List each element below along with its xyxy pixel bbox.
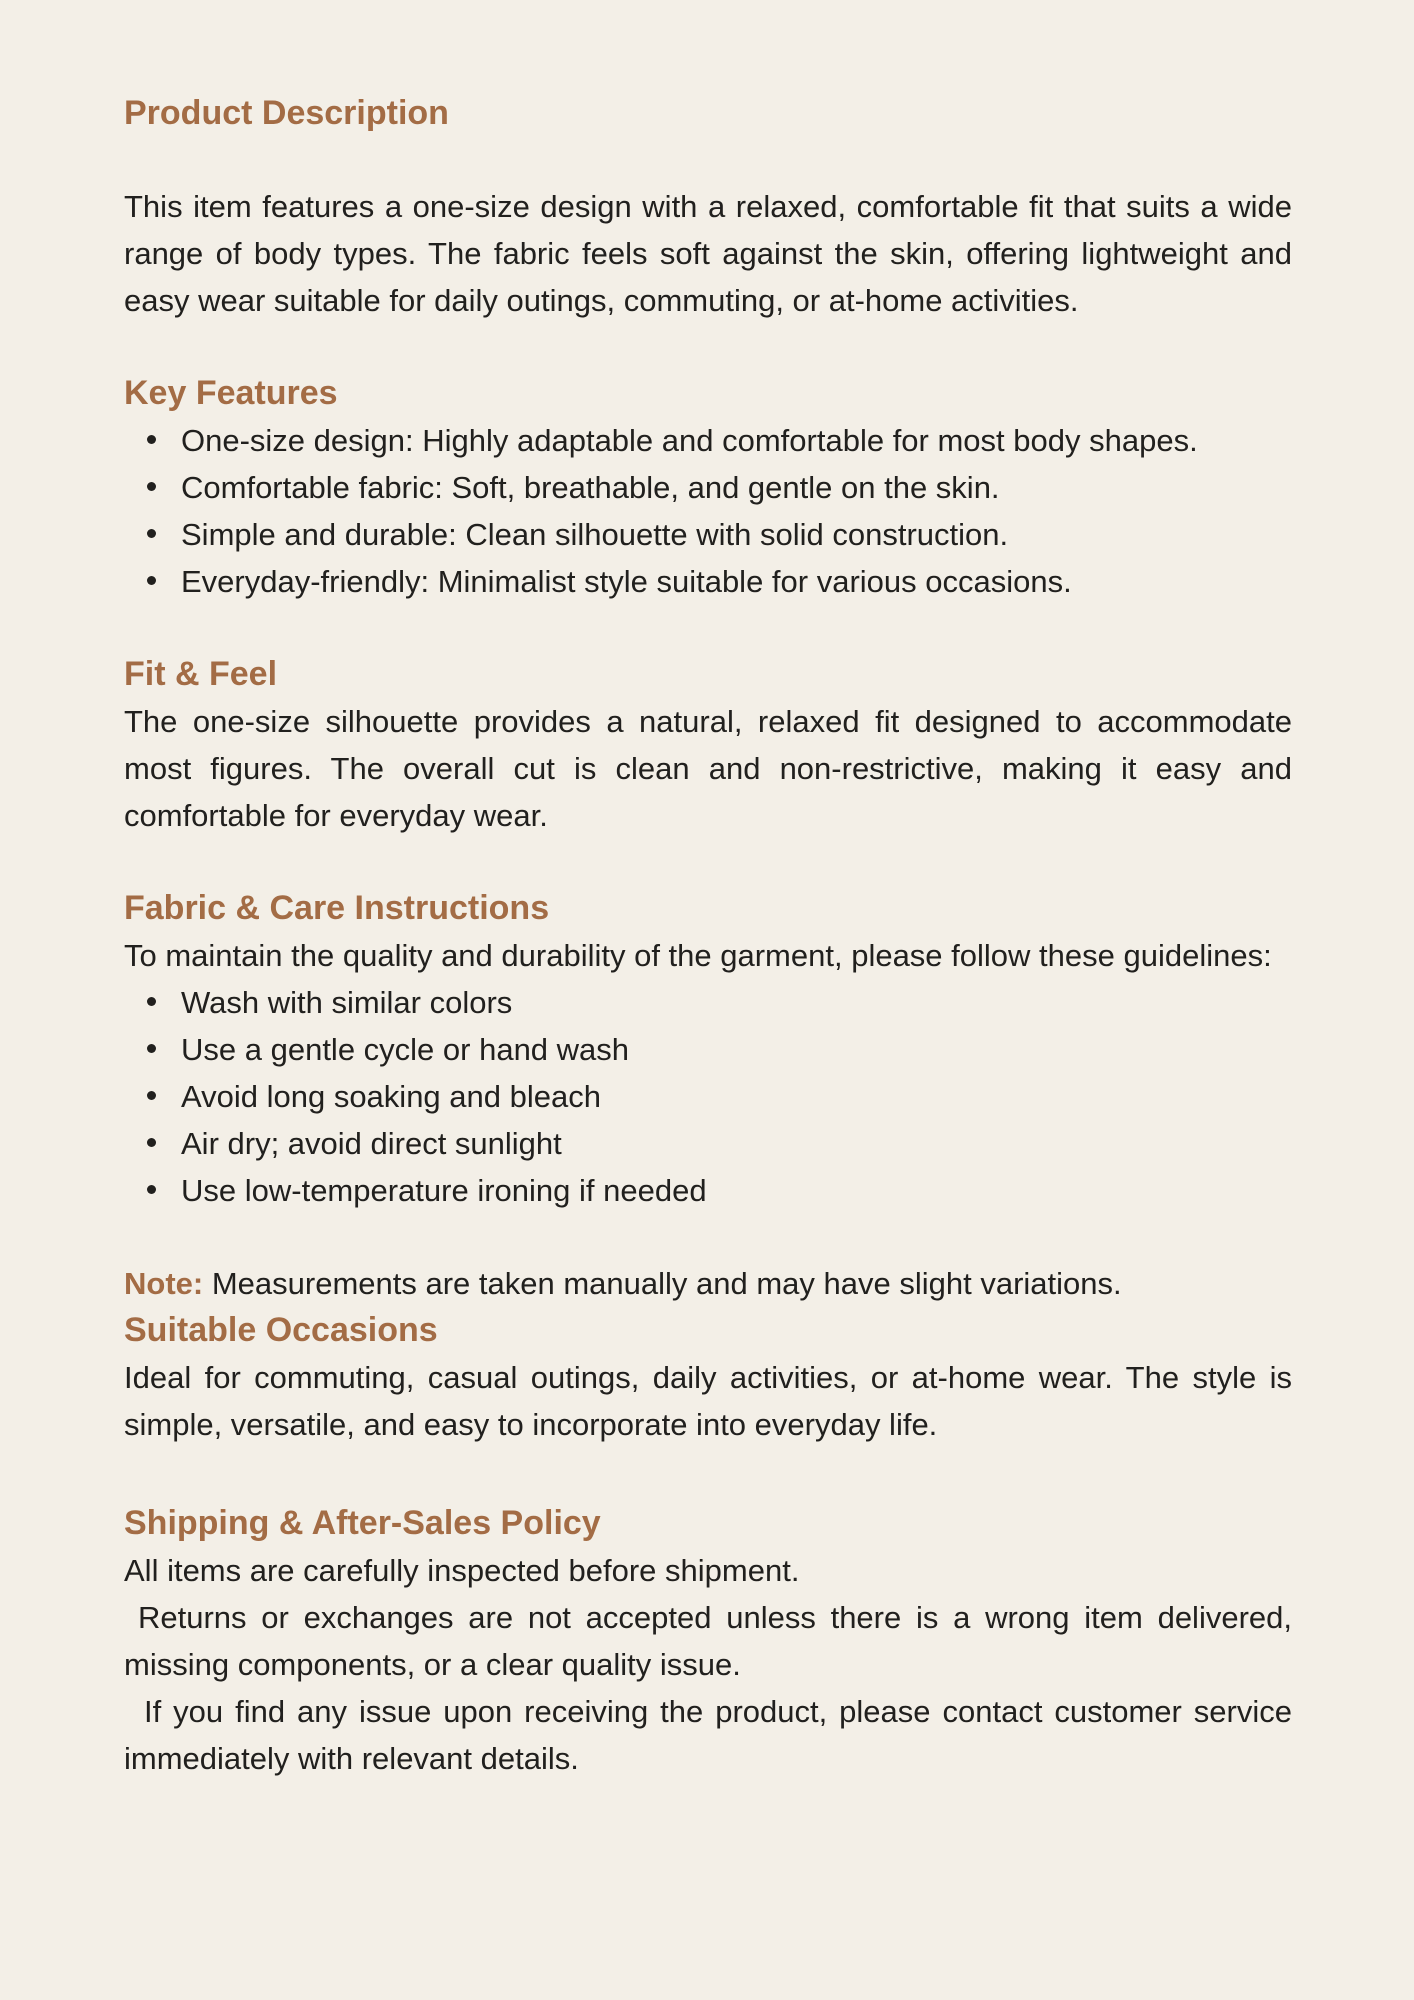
bullet-icon <box>147 997 156 1006</box>
bullet-icon <box>147 529 156 538</box>
note-label: Note: <box>124 1266 204 1301</box>
list-item-text: Air dry; avoid direct sunlight <box>181 1126 562 1161</box>
list-item <box>124 1026 1292 1073</box>
fabric-care-intro: To maintain the quality and durability of the garment, please follow these guidelines: <box>124 938 1272 973</box>
shipping-policy-line: Returns or exchanges are not accepted unless there is a wrong item delivered, missing components, or a clear quality issue. <box>124 1600 1292 1682</box>
list-item-text: Use low-temperature ironing if needed <box>181 1173 707 1208</box>
list-item-text: Comfortable fabric: Soft, breathable, and gentle on the skin. <box>181 470 1000 505</box>
list-item <box>124 464 1292 511</box>
note-line <box>124 1260 1292 1307</box>
list-item <box>124 1167 1292 1214</box>
care-instructions-list <box>124 979 1292 1214</box>
note-text: Measurements are taken manually and may have slight variations. <box>203 1266 1122 1301</box>
bullet-icon <box>147 1138 156 1147</box>
key-features-heading: Key Features <box>124 374 338 412</box>
fit-feel-text: The one-size silhouette provides a natural, relaxed fit designed to accommodate most figures. The overall cut is clean and non-restrictive, making it easy and comfortable for everyday wear. <box>124 704 1292 833</box>
bullet-icon <box>147 435 156 444</box>
bullet-icon <box>147 482 156 491</box>
list-item-text: Use a gentle cycle or hand wash <box>181 1032 630 1067</box>
bullet-icon <box>147 1185 156 1194</box>
bullet-icon <box>147 1091 156 1100</box>
list-item <box>124 417 1292 464</box>
shipping-policy-heading: Shipping & After-Sales Policy <box>124 1504 601 1542</box>
list-item-text: Everyday-friendly: Minimalist style suitable for various occasions. <box>181 564 1072 599</box>
list-item-text: Wash with similar colors <box>181 985 513 1020</box>
list-item <box>124 558 1292 605</box>
list-item <box>124 979 1292 1026</box>
bullet-icon <box>147 576 156 585</box>
list-item <box>124 511 1292 558</box>
bullet-icon <box>147 1044 156 1053</box>
shipping-policy-line: All items are carefully inspected before shipment. <box>124 1553 800 1588</box>
list-item-text: Simple and durable: Clean silhouette with solid construction. <box>181 517 1009 552</box>
fabric-care-heading: Fabric & Care Instructions <box>124 889 550 927</box>
shipping-policy-line: If you find any issue upon receiving the product, please contact customer service immediately with relevant details. <box>124 1694 1292 1776</box>
product-description-text: This item features a one-size design with a relaxed, comfortable fit that suits a wide range of body types. The fabric feels soft against the skin, offering lightweight and easy wear suitable for daily outings, commuting, or at-home activities. <box>124 189 1292 318</box>
list-item <box>124 1073 1292 1120</box>
product-description-heading: Product Description <box>124 94 449 132</box>
fit-feel-heading: Fit & Feel <box>124 655 278 693</box>
suitable-occasions-text: Ideal for commuting, casual outings, daily activities, or at-home wear. The style is simple, versatile, and easy to incorporate into everyday life. <box>124 1360 1292 1442</box>
list-item-text: Avoid long soaking and bleach <box>181 1079 601 1114</box>
list-item <box>124 1120 1292 1167</box>
suitable-occasions-heading: Suitable Occasions <box>124 1311 438 1349</box>
key-features-list <box>124 417 1292 605</box>
list-item-text: One-size design: Highly adaptable and comfortable for most body shapes. <box>181 423 1198 458</box>
